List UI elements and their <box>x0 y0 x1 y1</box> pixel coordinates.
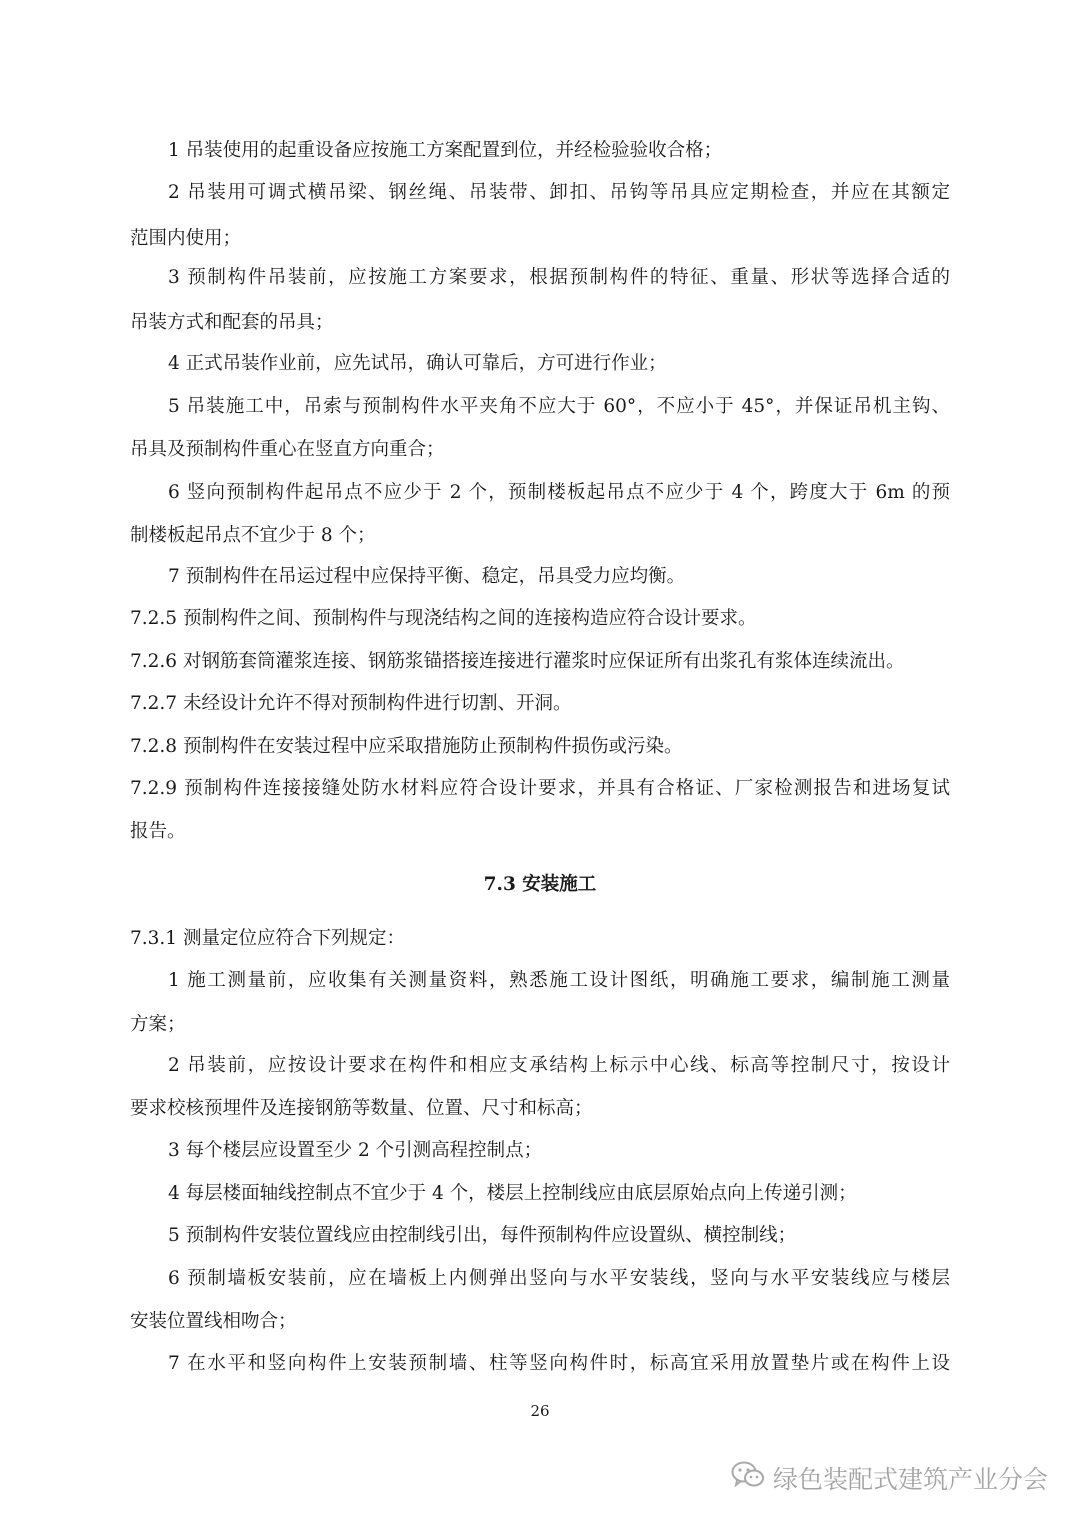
clause-7-2-9-cont: 报告。 <box>130 821 186 842</box>
survey-line-6: 6 预制墙板安装前，应在墙板上内侧弹出竖向与水平安装线，竖向与水平安装线应与楼层 <box>168 1268 950 1289</box>
clause-line-2: 2 吊装用可调式横吊梁、钢丝绳、吊装带、卸扣、吊钩等吊具应定期检查，并应在其额定 <box>168 182 950 203</box>
clause-line-5-cont: 吊具及预制构件重心在竖直方向重合； <box>130 439 445 460</box>
clause-7-2-7: 7.2.7 未经设计允许不得对预制构件进行切割、开洞。 <box>130 693 572 714</box>
watermark <box>731 1458 1048 1498</box>
clause-line-6-cont: 制楼板起吊点不宜少于 8 个； <box>130 525 376 546</box>
clause-7-2-8: 7.2.8 预制构件在安装过程中应采取措施防止预制构件损伤或污染。 <box>130 736 683 757</box>
clause-7-3-1: 7.3.1 测量定位应符合下列规定： <box>130 928 405 949</box>
clause-line-3: 3 预制构件吊装前，应按施工方案要求，根据预制构件的特征、重量、形状等选择合适的 <box>168 267 950 288</box>
survey-line-6-cont: 安装位置线相吻合； <box>130 1311 297 1332</box>
clause-line-3-cont: 吊装方式和配套的吊具； <box>130 312 334 333</box>
clause-line-1: 1 吊装使用的起重设备应按施工方案配置到位，并经检验验收合格； <box>168 140 723 161</box>
survey-line-1: 1 施工测量前，应收集有关测量资料，熟悉施工设计图纸，明确施工要求，编制施工测量 <box>168 970 950 991</box>
clause-7-2-9: 7.2.9 预制构件连接接缝处防水材料应符合设计要求，并具有合格证、厂家检测报告和进场复试 <box>130 778 950 799</box>
section-heading: 7.3 安装施工 <box>483 874 597 895</box>
page-number: 26 <box>530 1402 550 1420</box>
clause-line-7: 7 预制构件在吊运过程中应保持平衡、稳定，吊具受力应均衡。 <box>168 566 686 587</box>
wechat-icon <box>731 1460 773 1496</box>
survey-line-1-cont: 方案； <box>130 1014 186 1035</box>
clause-7-2-6: 7.2.6 对钢筋套筒灌浆连接、钢筋浆锚搭接连接进行灌浆时应保证所有出浆孔有浆体连续流出。 <box>130 651 905 672</box>
survey-line-4: 4 每层楼面轴线控制点不宜少于 4 个，楼层上控制线应由底层原始点向上传递引测； <box>168 1183 857 1204</box>
clause-line-5: 5 吊装施工中，吊索与预制构件水平夹角不应大于 60°，不应小于 45°，并保证吊机主钩、 <box>168 396 950 417</box>
survey-line-7: 7 在水平和竖向构件上安装预制墙、柱等竖向构件时，标高宜采用放置垫片或在构件上设 <box>168 1353 950 1374</box>
survey-line-5: 5 预制构件安装位置线应由控制线引出，每件预制构件应设置纵、横控制线； <box>168 1225 797 1246</box>
clause-line-6: 6 竖向预制构件起吊点不应少于 2 个，预制楼板起吊点不应少于 4 个，跨度大于 6m 的预 <box>168 482 950 503</box>
survey-line-2: 2 吊装前，应按设计要求在构件和相应支承结构上标示中心线、标高等控制尺寸，按设计 <box>168 1055 950 1076</box>
watermark-text: 绿色装配式建筑产业分会 <box>772 1465 1048 1494</box>
clause-line-4: 4 正式吊装作业前，应先试吊，确认可靠后，方可进行作业； <box>168 353 667 374</box>
survey-line-2-cont: 要求校核预埋件及连接钢筋等数量、位置、尺寸和标高； <box>130 1098 593 1119</box>
clause-7-2-5: 7.2.5 预制构件之间、预制构件与现浇结构之间的连接构造应符合设计要求。 <box>130 608 757 629</box>
survey-line-3: 3 每个楼层应设置至少 2 个引测高程控制点； <box>168 1140 543 1161</box>
clause-line-2-cont: 范围内使用； <box>130 228 242 249</box>
